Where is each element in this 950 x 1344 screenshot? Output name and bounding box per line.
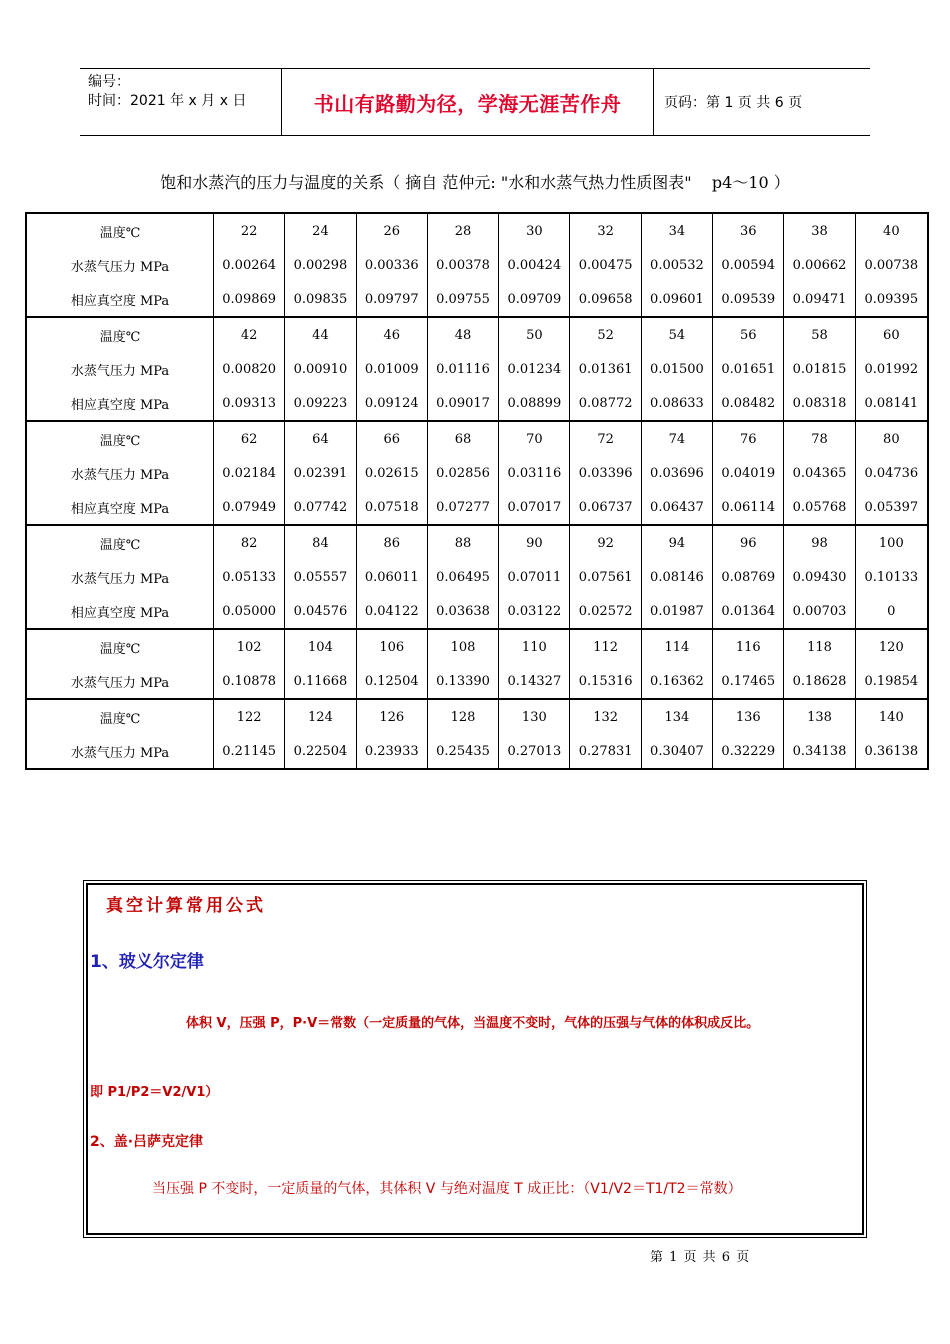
cell-temp: 70 (499, 420, 570, 456)
cell-temp: 84 (285, 524, 356, 560)
table-row (27, 420, 927, 456)
cell-temp: 42 (214, 316, 285, 352)
cell-temp: 88 (428, 524, 499, 560)
cell-vacuum: 0.09601 (642, 282, 713, 316)
cell-pressure: 0.01009 (357, 352, 428, 386)
cell-pressure: 0.00424 (499, 248, 570, 282)
cell-pressure: 0.06495 (428, 560, 499, 594)
cell-vacuum: 0.05000 (214, 594, 285, 628)
cell-vacuum: 0.07277 (428, 490, 499, 524)
cell-temp: 120 (856, 628, 927, 664)
cell-pressure: 0.00820 (214, 352, 285, 386)
motto-text: 书山有路勤为径，学海无涯苦作舟 (313, 91, 622, 116)
gay-lussac-text: 当压强 P 不变时，一定质量的气体，其体积 V 与绝对温度 T 成正比：（V1/V2＝T1/T2＝常数） (152, 1181, 742, 1197)
cell-temp: 66 (357, 420, 428, 456)
row-label-pressure: 水蒸气压力 MPa (27, 352, 214, 386)
cell-vacuum: 0.09124 (357, 386, 428, 420)
cell-temp: 116 (713, 628, 784, 664)
document-header (80, 68, 870, 136)
cell-pressure: 0.25435 (428, 734, 499, 768)
cell-temp: 28 (428, 214, 499, 248)
code-label: 编号： (88, 74, 130, 90)
boyle-law-heading: 1、玻义尔定律 (90, 952, 204, 972)
cell-pressure: 0.01815 (784, 352, 855, 386)
cell-temp: 52 (570, 316, 641, 352)
cell-vacuum: 0.01364 (713, 594, 784, 628)
cell-temp: 98 (784, 524, 855, 560)
cell-temp: 44 (285, 316, 356, 352)
cell-vacuum: 0.06437 (642, 490, 713, 524)
table-row (27, 490, 927, 524)
cell-pressure: 0.13390 (428, 664, 499, 698)
cell-vacuum: 0.07949 (214, 490, 285, 524)
table-row (27, 386, 927, 420)
cell-vacuum: 0.07742 (285, 490, 356, 524)
cell-pressure: 0.00662 (784, 248, 855, 282)
cell-temp: 68 (428, 420, 499, 456)
cell-vacuum: 0.05768 (784, 490, 855, 524)
cell-pressure: 0.01500 (642, 352, 713, 386)
cell-temp: 78 (784, 420, 855, 456)
table-row (27, 282, 927, 316)
cell-temp: 138 (784, 698, 855, 734)
cell-temp: 136 (713, 698, 784, 734)
cell-vacuum: 0.07017 (499, 490, 570, 524)
cell-temp: 76 (713, 420, 784, 456)
cell-temp: 64 (285, 420, 356, 456)
cell-pressure: 0.32229 (713, 734, 784, 768)
cell-pressure: 0.02184 (214, 456, 285, 490)
cell-pressure: 0.00532 (642, 248, 713, 282)
formula-box-title: 真空计算常用公式 (106, 896, 266, 916)
table-row (27, 524, 927, 560)
cell-pressure: 0.05133 (214, 560, 285, 594)
cell-pressure: 0.00594 (713, 248, 784, 282)
cell-pressure: 0.22504 (285, 734, 356, 768)
cell-temp: 96 (713, 524, 784, 560)
cell-temp: 112 (570, 628, 641, 664)
cell-temp: 62 (214, 420, 285, 456)
cell-pressure: 0.04736 (864, 465, 919, 481)
cell-temp: 102 (214, 628, 285, 664)
cell-vacuum: 0.09539 (713, 282, 784, 316)
cell-vacuum: 0.09869 (214, 282, 285, 316)
cell-pressure: 0.15316 (570, 664, 641, 698)
boyle-law-text: 体积 V，压强 P，P·V＝常数（一定质量的气体，当温度不变时，气体的压强与气体的体积成反比。 (186, 1016, 760, 1031)
cell-pressure: 0.00378 (428, 248, 499, 282)
cell-temp: 36 (713, 214, 784, 248)
cell-temp: 60 (856, 316, 927, 352)
vacuum-formula-box (86, 883, 864, 1235)
row-label-temp: 温度℃ (27, 316, 214, 352)
cell-pressure: 0.01361 (570, 352, 641, 386)
cell-pressure: 0.10133 (864, 569, 919, 585)
cell-vacuum: 0.09658 (570, 282, 641, 316)
cell-vacuum: 0.02572 (570, 594, 641, 628)
cell-temp: 106 (357, 628, 428, 664)
cell-temp: 82 (214, 524, 285, 560)
cell-vacuum: 0.09709 (499, 282, 570, 316)
cell-pressure: 0.07011 (499, 560, 570, 594)
cell-temp: 86 (357, 524, 428, 560)
cell-temp: 22 (214, 214, 285, 248)
row-label-pressure: 水蒸气压力 MPa (27, 560, 214, 594)
cell-pressure: 0.12504 (357, 664, 428, 698)
table-row (27, 698, 927, 734)
cell-temp: 124 (285, 698, 356, 734)
cell-temp: 108 (428, 628, 499, 664)
cell-temp: 38 (784, 214, 855, 248)
cell-temp: 40 (883, 223, 900, 239)
cell-temp: 56 (713, 316, 784, 352)
page-info: 页码：第 1 页 共 6 页 (664, 95, 803, 111)
cell-pressure: 0.01234 (499, 352, 570, 386)
row-label-temp: 温度℃ (27, 214, 214, 248)
cell-pressure: 0.36138 (864, 743, 919, 759)
cell-pressure: 0.11668 (285, 664, 356, 698)
row-label-temp: 温度℃ (27, 420, 214, 456)
table-row (27, 248, 927, 282)
cell-vacuum: 0.01987 (642, 594, 713, 628)
cell-temp: 46 (357, 316, 428, 352)
cell-pressure: 0.16362 (642, 664, 713, 698)
cell-vacuum: 0.09395 (864, 291, 919, 307)
row-label-pressure: 水蒸气压力 MPa (27, 456, 214, 490)
table-row (27, 734, 927, 768)
cell-pressure: 0.04019 (713, 456, 784, 490)
cell-vacuum: 0.08141 (864, 395, 919, 411)
cell-pressure: 0.07561 (570, 560, 641, 594)
table-row (27, 594, 927, 628)
cell-pressure: 0.00475 (570, 248, 641, 282)
cell-pressure: 0.17465 (713, 664, 784, 698)
table-row (27, 628, 927, 664)
cell-vacuum: 0.06114 (713, 490, 784, 524)
cell-temp: 48 (428, 316, 499, 352)
cell-pressure: 0.01116 (428, 352, 499, 386)
cell-pressure: 0.10878 (214, 664, 285, 698)
cell-temp: 110 (499, 628, 570, 664)
cell-vacuum: 0.03638 (428, 594, 499, 628)
cell-pressure: 0.21145 (214, 734, 285, 768)
cell-vacuum: 0.08772 (570, 386, 641, 420)
cell-temp: 104 (285, 628, 356, 664)
cell-temp: 118 (784, 628, 855, 664)
cell-temp: 134 (642, 698, 713, 734)
table-row (27, 352, 927, 386)
cell-pressure: 0.02856 (428, 456, 499, 490)
cell-pressure: 0.04365 (784, 456, 855, 490)
cell-pressure: 0.00264 (214, 248, 285, 282)
row-label-vacuum: 相应真空度 MPa (27, 282, 214, 316)
date-label: 时间：2021 年 x 月 x 日 (88, 93, 247, 109)
gay-lussac-heading: 2、盖·吕萨克定律 (90, 1134, 204, 1150)
cell-vacuum: 0.03122 (499, 594, 570, 628)
cell-vacuum: 0 (887, 603, 896, 619)
cell-vacuum: 0.09797 (357, 282, 428, 316)
cell-vacuum: 0.08899 (499, 386, 570, 420)
cell-pressure: 0.02615 (357, 456, 428, 490)
boyle-law-formula: 即 P1/P2＝V2/V1） (90, 1085, 219, 1100)
cell-pressure: 0.01992 (864, 361, 919, 377)
cell-pressure: 0.27013 (499, 734, 570, 768)
row-label-pressure: 水蒸气压力 MPa (27, 664, 214, 698)
page-footer: 第 1 页 共 6 页 (650, 1250, 751, 1265)
table-row (27, 664, 927, 698)
cell-temp: 122 (214, 698, 285, 734)
cell-temp: 26 (357, 214, 428, 248)
cell-vacuum: 0.05397 (864, 499, 919, 515)
cell-temp: 132 (570, 698, 641, 734)
table-caption: 饱和水蒸汽的压力与温度的关系（ 摘自 范仲元: "水和水蒸气热力性质图表" p4～10 ） (160, 173, 790, 192)
cell-vacuum: 0.09835 (285, 282, 356, 316)
cell-pressure: 0.14327 (499, 664, 570, 698)
cell-temp: 74 (642, 420, 713, 456)
cell-temp: 72 (570, 420, 641, 456)
header-meta (80, 69, 282, 135)
cell-pressure: 0.00910 (285, 352, 356, 386)
row-label-pressure: 水蒸气压力 MPa (27, 248, 214, 282)
cell-vacuum: 0.04576 (285, 594, 356, 628)
cell-temp: 92 (570, 524, 641, 560)
cell-pressure: 0.23933 (357, 734, 428, 768)
cell-pressure: 0.00298 (285, 248, 356, 282)
cell-vacuum: 0.09755 (428, 282, 499, 316)
cell-temp: 30 (499, 214, 570, 248)
cell-temp: 130 (499, 698, 570, 734)
cell-pressure: 0.08769 (713, 560, 784, 594)
cell-pressure: 0.06011 (357, 560, 428, 594)
cell-pressure: 0.27831 (570, 734, 641, 768)
cell-pressure: 0.02391 (285, 456, 356, 490)
cell-pressure: 0.03396 (570, 456, 641, 490)
cell-pressure: 0.30407 (642, 734, 713, 768)
cell-temp: 58 (784, 316, 855, 352)
cell-vacuum: 0.09017 (428, 386, 499, 420)
cell-temp: 80 (856, 420, 927, 456)
cell-vacuum: 0.08318 (784, 386, 855, 420)
cell-temp: 126 (357, 698, 428, 734)
table-row (27, 316, 927, 352)
cell-pressure: 0.09430 (784, 560, 855, 594)
cell-temp: 32 (570, 214, 641, 248)
cell-vacuum: 0.00703 (784, 594, 855, 628)
cell-vacuum: 0.04122 (357, 594, 428, 628)
row-label-temp: 温度℃ (27, 698, 214, 734)
steam-pressure-table (25, 212, 929, 770)
cell-vacuum: 0.09313 (214, 386, 285, 420)
row-label-vacuum: 相应真空度 MPa (27, 386, 214, 420)
table-row (27, 560, 927, 594)
cell-vacuum: 0.06737 (570, 490, 641, 524)
cell-pressure: 0.18628 (784, 664, 855, 698)
cell-temp: 114 (642, 628, 713, 664)
cell-vacuum: 0.08633 (642, 386, 713, 420)
row-label-pressure: 水蒸气压力 MPa (27, 734, 214, 768)
cell-temp: 90 (499, 524, 570, 560)
cell-vacuum: 0.07518 (357, 490, 428, 524)
cell-temp: 50 (499, 316, 570, 352)
cell-pressure: 0.19854 (864, 673, 919, 689)
cell-temp: 94 (642, 524, 713, 560)
cell-temp: 34 (642, 214, 713, 248)
cell-pressure: 0.03116 (499, 456, 570, 490)
cell-pressure: 0.34138 (784, 734, 855, 768)
cell-pressure: 0.08146 (642, 560, 713, 594)
row-label-vacuum: 相应真空度 MPa (27, 594, 214, 628)
cell-temp: 54 (642, 316, 713, 352)
cell-pressure: 0.00336 (357, 248, 428, 282)
cell-temp: 140 (856, 698, 927, 734)
cell-pressure: 0.01651 (713, 352, 784, 386)
cell-pressure: 0.05557 (285, 560, 356, 594)
steam-table-wrapper (25, 212, 925, 770)
cell-vacuum: 0.09471 (784, 282, 855, 316)
row-label-temp: 温度℃ (27, 628, 214, 664)
table-row (27, 214, 927, 248)
cell-temp: 100 (856, 524, 927, 560)
row-label-temp: 温度℃ (27, 524, 214, 560)
table-row (27, 456, 927, 490)
cell-temp: 24 (285, 214, 356, 248)
cell-pressure: 0.03696 (642, 456, 713, 490)
cell-pressure: 0.00738 (864, 257, 919, 273)
cell-vacuum: 0.08482 (713, 386, 784, 420)
cell-temp: 128 (428, 698, 499, 734)
header-motto-cell (282, 69, 654, 135)
row-label-vacuum: 相应真空度 MPa (27, 490, 214, 524)
cell-vacuum: 0.09223 (285, 386, 356, 420)
